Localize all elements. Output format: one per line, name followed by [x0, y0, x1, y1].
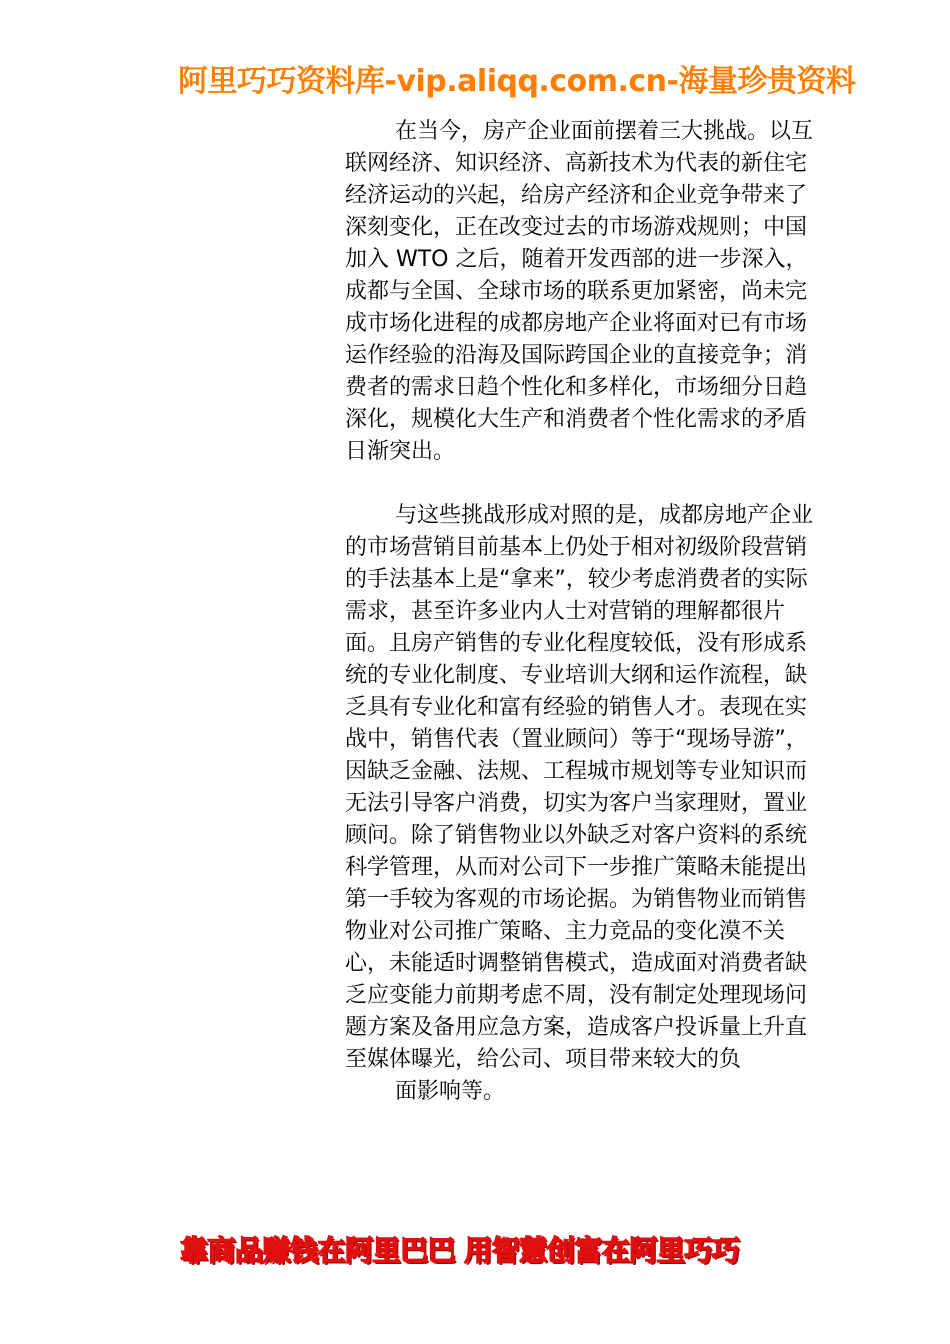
footer-banner: 靠商品赚钱在阿里巴巴 用智慧创富在阿里巧巧 [180, 1234, 740, 1267]
paragraph-contrast: 与这些挑战形成对照的是，成都房地产企业的市场营销目前基本上仍处于相对初级阶段营销的手法基本上是“拿来”，较少考虑消费者的实际需求，甚至许多业内人士对营销的理解都很片面。且房产销售的专业化程度较低，没有形成系统的专业化制度、专业培训大纲和运作流程，缺乏具有专业化和富有经验的销售人才。表现在实战中，销售代表（置业顾问）等于“现场导游”，因缺乏金融、法规、工程城市规划等专业知识而无法引导客户消费，切实为客户当家理财，置业顾问。除了销售物业以外缺乏对客户资料的系统科学管理，从而对公司下一步推广策略未能提出第一手较为客观的市场论据。为销售物业而销售物业对公司推广策略、主力竞品的变化漠不关心，未能适时调整销售模式，造成面对消费者缺乏应变能力前期考虑不周，没有制定处理现场问题方案及备用应急方案，造成客户投诉量上升直至媒体曝光，给公司、项目带来较大的负 [345, 503, 814, 1072]
header-banner: 阿里巧巧资料库-vip.aliqq.com.cn-海量珍贵资料 [178, 64, 856, 99]
document-body [345, 116, 815, 1108]
paragraph-challenges: 在当今，房产企业面前摆着三大挑战。以互联网经济、知识经济、高新技术为代表的新住宅经济运动的兴起，给房产经济和企业竞争带来了深刻变化，正在改变过去的市场游戏规则；中国加入 WTO 之后，随着开发西部的进一步深入，成都与全国、全球市场的联系更加紧密，尚未完成市场化进程的成都房地产企业将面对已有市场运作经验的沿海及国际跨国企业的直接竞争；消费者的需求日趋个性化和多样化，市场细分日趋深化，规模化大生产和消费者个性化需求的矛盾日渐突出。 [345, 119, 814, 464]
paragraph-tail: 面影响等。 [395, 1079, 506, 1104]
